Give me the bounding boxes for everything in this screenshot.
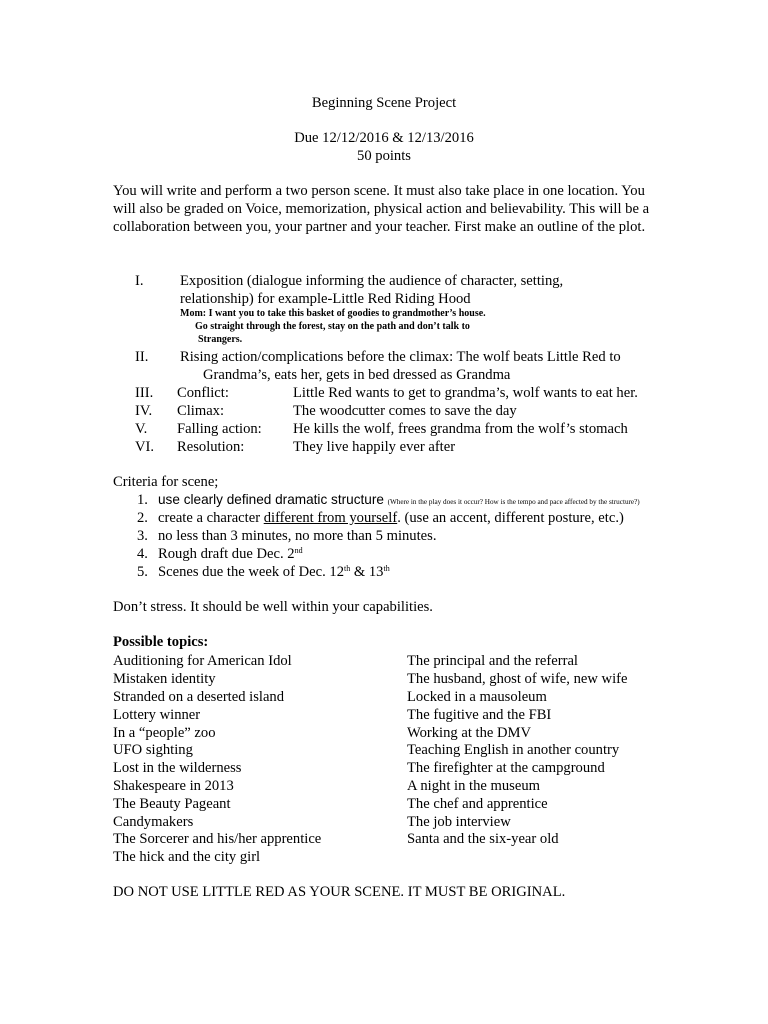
topic-item: The Sorcerer and his/her apprentice	[113, 831, 322, 847]
criteria-item-2	[158, 509, 624, 527]
topic-item: The fugitive and the FBI	[407, 707, 552, 723]
criteria-text: use clearly defined dramatic structure	[158, 492, 384, 507]
outline-label: Climax:	[177, 403, 225, 419]
topic-item: Locked in a mausoleum	[407, 689, 547, 705]
criteria-text: . (use an accent, different posture, etc.)	[397, 510, 624, 526]
outline-ii-line2: Grandma’s, eats her, gets in bed dressed as Grandma	[203, 367, 511, 383]
outline-num: VI.	[135, 439, 155, 455]
topics-heading: Possible topics:	[113, 634, 209, 650]
topic-item: UFO sighting	[113, 742, 193, 758]
criteria-num: 3.	[137, 528, 148, 544]
criteria-num: 1.	[137, 492, 148, 508]
intro-paragraph: You will write and perform a two person scene. It must also take place in one location. You will also be graded on Voice, memorization, physical action and believability. This will be a collaboration between you, your partner and your teacher. First make an outline of the plot.	[113, 183, 650, 235]
stress-note: Don’t stress. It should be well within your capabilities.	[113, 599, 433, 615]
criteria-text: & 13	[350, 564, 384, 580]
due-dates: Due 12/12/2016 & 12/13/2016	[294, 130, 474, 146]
outline-i-line1: Exposition (dialogue informing the audience of character, setting,	[180, 273, 564, 289]
superscript: th	[344, 564, 351, 573]
outline-text: Little Red wants to get to grandma’s, wolf wants to eat her.	[293, 385, 638, 401]
outline-text: They live happily ever after	[293, 439, 456, 455]
outline-num: IV.	[135, 403, 153, 419]
criteria-note: (Where in the play does it occur? How is the tempo and pace affected by the structure?)	[387, 498, 640, 506]
criteria-item-3: no less than 3 minutes, no more than 5 minutes.	[158, 528, 437, 544]
topic-item: Teaching English in another country	[407, 742, 620, 758]
footer-instruction: DO NOT USE LITTLE RED AS YOUR SCENE. IT MUST BE ORIGINAL.	[113, 884, 566, 900]
outline-text: The woodcutter comes to save the day	[293, 403, 517, 419]
outline-ii-line1: Rising action/complications before the climax: The wolf beats Little Red to	[180, 349, 621, 365]
outline-label: Conflict:	[177, 385, 229, 401]
topic-item: Working at the DMV	[407, 725, 532, 741]
outline-text: He kills the wolf, frees grandma from the wolf’s stomach	[293, 421, 628, 437]
topic-item: Lottery winner	[113, 707, 201, 723]
outline-label: Resolution:	[177, 439, 245, 455]
outline-num: V.	[135, 421, 148, 437]
outline-num-ii: II.	[135, 349, 149, 365]
topic-item: Lost in the wilderness	[113, 760, 242, 776]
superscript: th	[383, 564, 390, 573]
criteria-item-4	[158, 545, 303, 563]
outline-i-line2: relationship) for example-Little Red Riding Hood	[180, 291, 471, 307]
points: 50 points	[357, 148, 411, 164]
topic-item: Stranded on a deserted island	[113, 689, 285, 705]
criteria-text: Scenes due the week of Dec. 12	[158, 564, 344, 580]
criteria-text: Rough draft due Dec. 2	[158, 546, 295, 562]
criteria-item-5	[158, 563, 390, 581]
topic-item: Shakespeare in 2013	[113, 778, 234, 794]
mom-line2: Go straight through the forest, stay on the path and don’t talk to	[195, 321, 470, 332]
topic-item: A night in the museum	[407, 778, 540, 794]
outline-num: III.	[135, 385, 154, 401]
topic-item: The husband, ghost of wife, new wife	[407, 671, 628, 687]
topic-item: Auditioning for American Idol	[113, 653, 292, 669]
topic-item: Mistaken identity	[113, 671, 216, 687]
topic-item: The job interview	[407, 814, 511, 830]
topic-item: The chef and apprentice	[407, 796, 548, 812]
criteria-num: 5.	[137, 564, 148, 580]
topic-item: Santa and the six-year old	[407, 831, 559, 847]
underlined-text: different from yourself	[263, 510, 398, 526]
criteria-item-1	[158, 491, 640, 511]
topic-item: The hick and the city girl	[113, 849, 261, 865]
outline-label: Falling action:	[177, 421, 262, 437]
topic-item: The firefighter at the campground	[407, 760, 605, 776]
outline-num-i: I.	[135, 273, 144, 289]
mom-line3: Strangers.	[198, 334, 243, 345]
criteria-num: 2.	[137, 510, 148, 526]
criteria-heading: Criteria for scene;	[113, 474, 219, 490]
topic-item: Candymakers	[113, 814, 194, 830]
criteria-text: create a character	[158, 510, 264, 526]
criteria-num: 4.	[137, 546, 148, 562]
topic-item: The Beauty Pageant	[113, 796, 231, 812]
topic-item: In a “people” zoo	[113, 725, 216, 741]
document-title: Beginning Scene Project	[311, 95, 457, 111]
topic-item: The principal and the referral	[407, 653, 578, 669]
mom-line1: Mom: I want you to take this basket of goodies to grandmother’s house.	[180, 308, 486, 319]
superscript: nd	[294, 546, 303, 555]
